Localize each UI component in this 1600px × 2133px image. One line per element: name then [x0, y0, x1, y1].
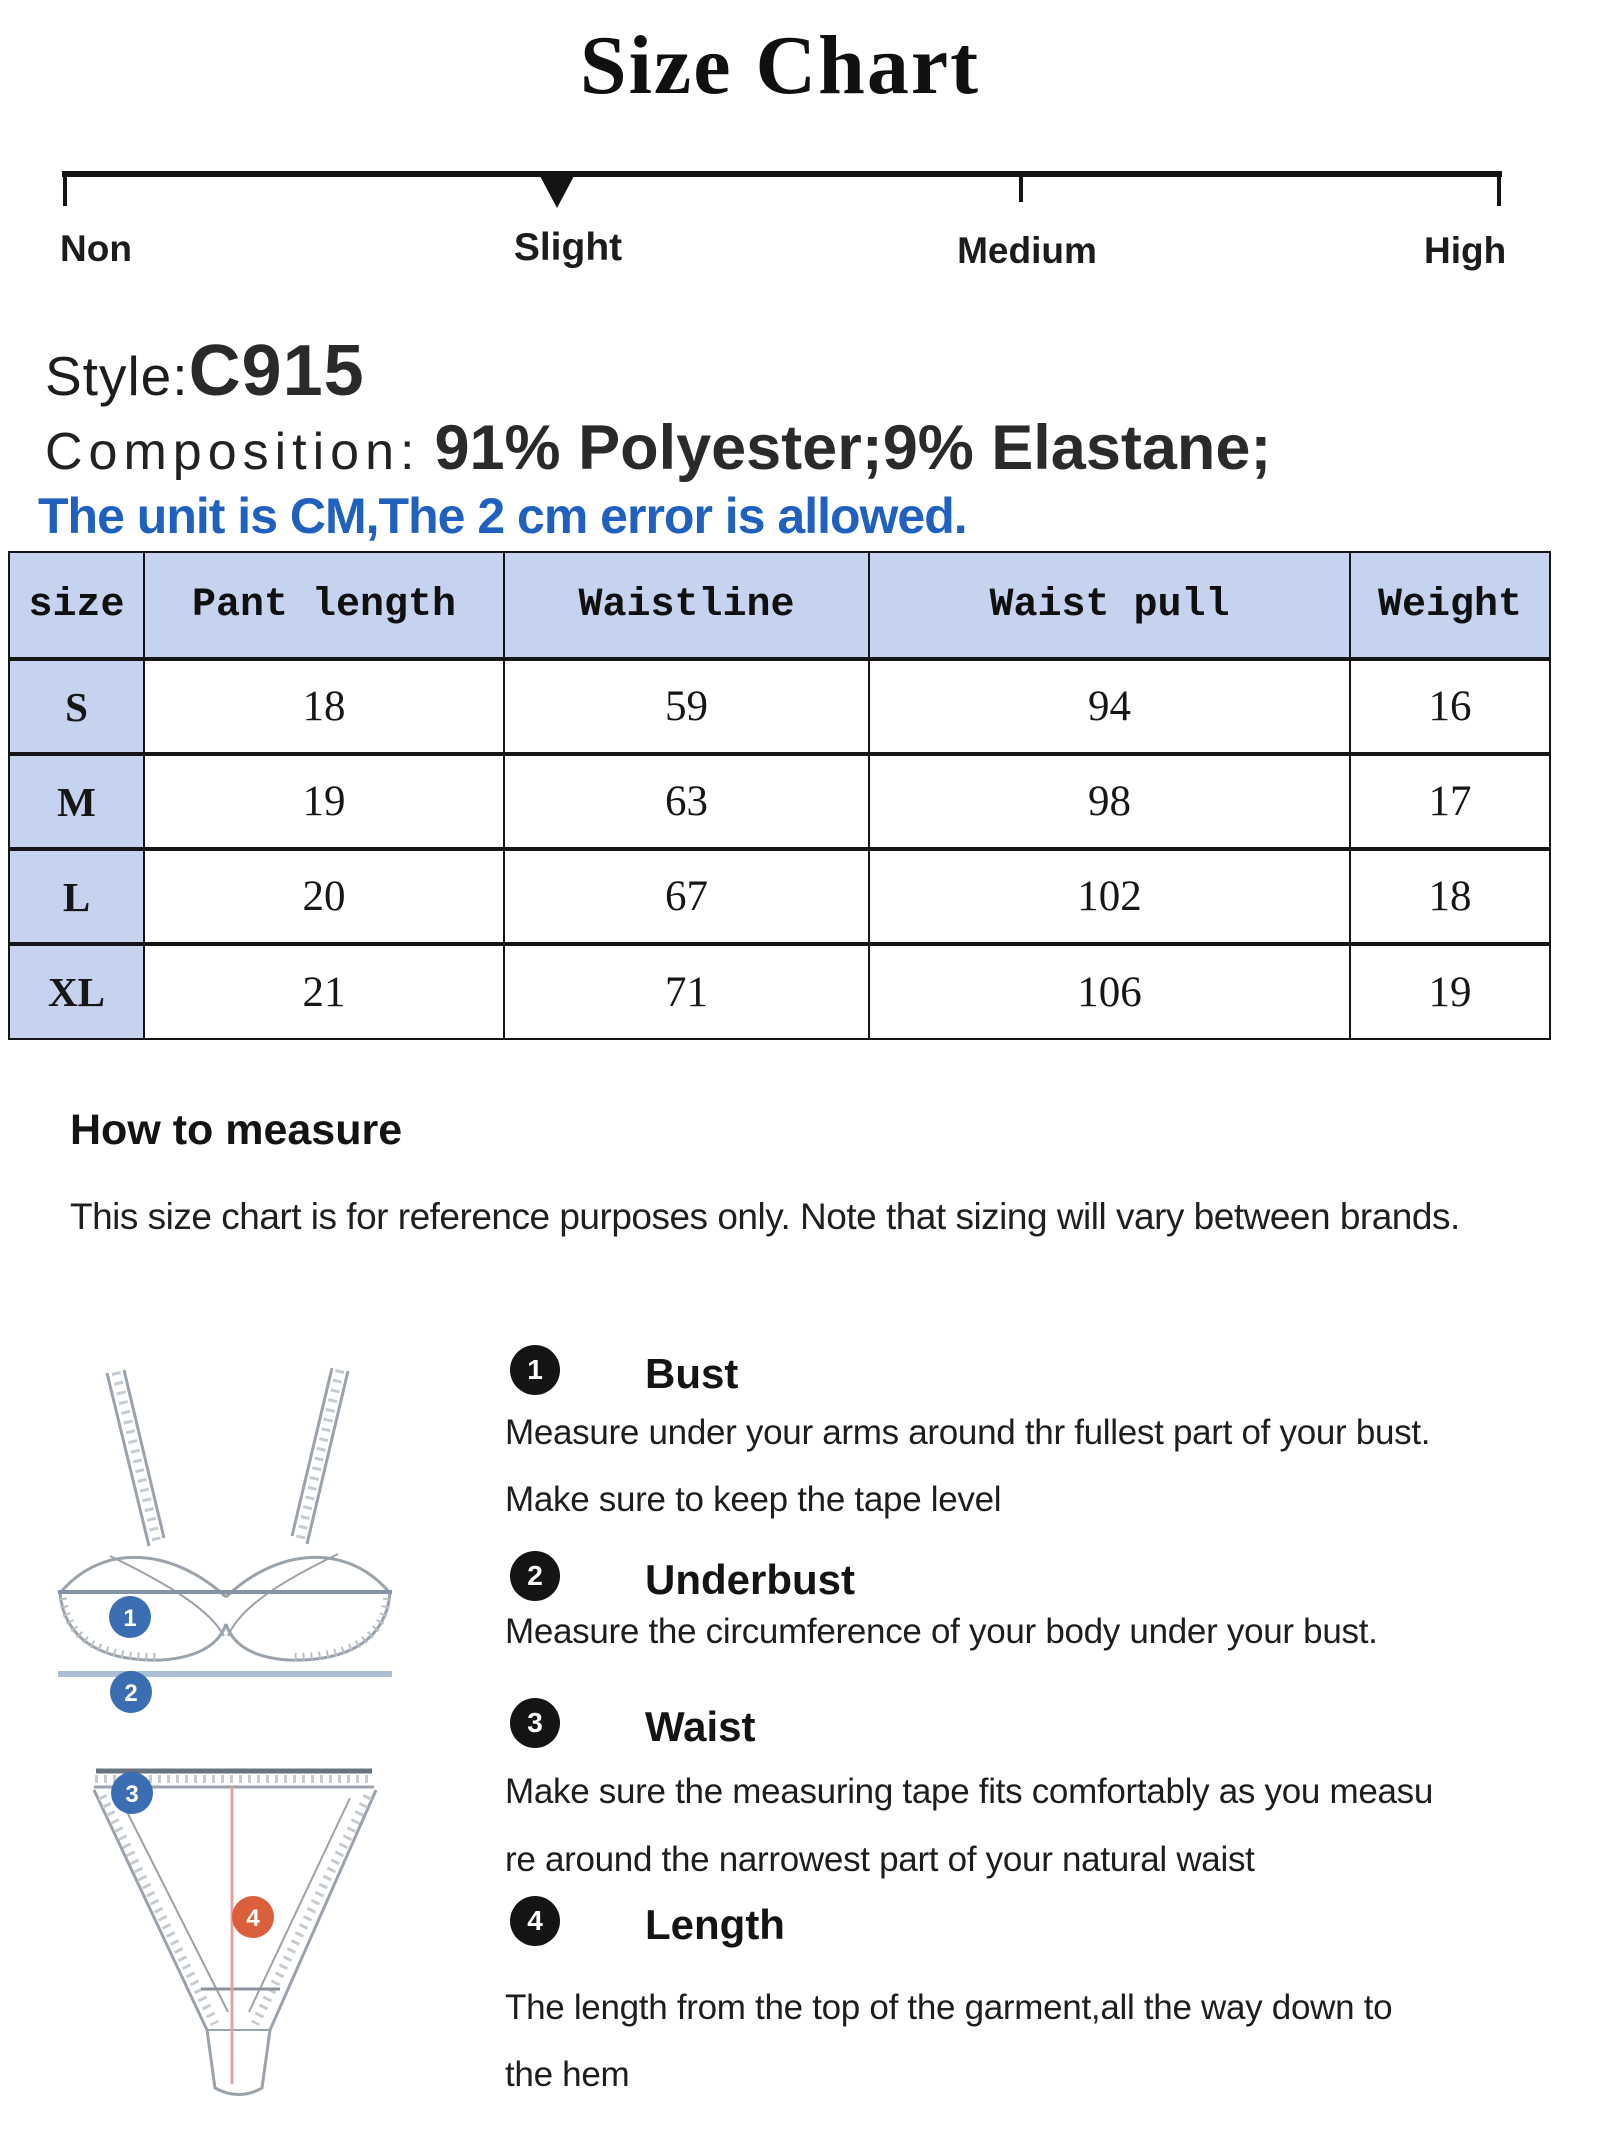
table-cell: 59: [504, 659, 869, 754]
table-cell: 94: [869, 659, 1350, 754]
column-header-pant-length: Pant length: [144, 552, 504, 659]
scale-label-non: Non: [60, 228, 132, 269]
table-row: [9, 659, 1550, 754]
bust-point-number: 1: [123, 1605, 137, 1632]
size-cell: L: [9, 849, 144, 944]
table-cell: 18: [1350, 849, 1550, 944]
step-title-underbust: Underbust: [645, 1556, 855, 1603]
column-header-weight: Weight: [1350, 552, 1550, 659]
underbust-point-number: 2: [124, 1680, 138, 1707]
table-cell: 16: [1350, 659, 1550, 754]
column-header-waist-pull: Waist pull: [869, 552, 1350, 659]
step-description-line: re around the narrowest part of your natural waist: [505, 1840, 1255, 1879]
length-point-number: 4: [246, 1905, 260, 1932]
column-header-waistline: Waistline: [504, 552, 869, 659]
step-number-badge: 4: [510, 1896, 560, 1946]
step-number-badge: 1: [510, 1345, 560, 1395]
step-title-length: Length: [645, 1901, 785, 1948]
style-value: C915: [188, 331, 365, 411]
how-to-measure-heading: How to measure: [70, 1106, 403, 1154]
size-table: [8, 551, 1551, 1040]
bra-straps: [107, 1368, 348, 1546]
step-title-waist: Waist: [645, 1703, 756, 1750]
table-cell: 98: [869, 754, 1350, 849]
size-cell: M: [9, 754, 144, 849]
diagram-badges: [109, 1596, 274, 1938]
reference-note: This size chart is for reference purposes only. Note that sizing will vary between brands.: [70, 1196, 1460, 1237]
step-description-line: the hem: [505, 2055, 630, 2094]
table-cell: 19: [144, 754, 504, 849]
table-cell: 102: [869, 849, 1350, 944]
table-cell: 63: [504, 754, 869, 849]
table-cell: 18: [144, 659, 504, 754]
scale-label-medium: Medium: [957, 230, 1097, 271]
table-cell: 20: [144, 849, 504, 944]
table-cell: 106: [869, 944, 1350, 1039]
style-line: [45, 330, 365, 412]
step-description-line: The length from the top of the garment,all the way down to: [505, 1988, 1393, 2027]
style-label: Style:: [45, 345, 189, 407]
table-cell: 19: [1350, 944, 1550, 1039]
step-description-line: Make sure to keep the tape level: [505, 1480, 1002, 1519]
table-cell: 17: [1350, 754, 1550, 849]
composition-line: [45, 412, 1271, 484]
size-cell: S: [9, 659, 144, 754]
scale-label-high: High: [1424, 230, 1507, 271]
step-description-line: Make sure the measuring tape fits comfortably as you measu: [505, 1772, 1434, 1811]
page-title: Size Chart: [579, 19, 981, 112]
step-number-badge: 3: [510, 1698, 560, 1748]
waist-point-number: 3: [125, 1781, 139, 1808]
unit-note: The unit is CM,The 2 cm error is allowed.: [38, 488, 967, 544]
measurement-diagram: [50, 1340, 400, 2133]
table-cell: 71: [504, 944, 869, 1039]
bra-outline: [60, 1554, 390, 1660]
strap-lace-texture: [116, 1370, 340, 1542]
step-title-bust: Bust: [645, 1350, 739, 1397]
table-row: [9, 754, 1550, 849]
scale-label-slight: Slight: [513, 226, 623, 269]
step-description-line: Measure the circumference of your body under your bust.: [505, 1612, 1378, 1651]
stretch-scale-bar: [0, 160, 1600, 222]
table-header-row: [9, 552, 1550, 659]
panty-outline: [94, 1790, 376, 2095]
column-header-size: size: [9, 552, 144, 659]
composition-value: 91% Polyester;9% Elastane;: [434, 413, 1272, 483]
table-row: [9, 849, 1550, 944]
table-cell: 67: [504, 849, 869, 944]
table-row: [9, 944, 1550, 1039]
composition-label: Composition:: [45, 423, 421, 481]
step-description-line: Measure under your arms around thr fullest part of your bust.: [505, 1413, 1431, 1452]
table-cell: 21: [144, 944, 504, 1039]
scale-marker-triangle: [540, 176, 574, 208]
step-number-badge: 2: [510, 1551, 560, 1601]
size-cell: XL: [9, 944, 144, 1039]
